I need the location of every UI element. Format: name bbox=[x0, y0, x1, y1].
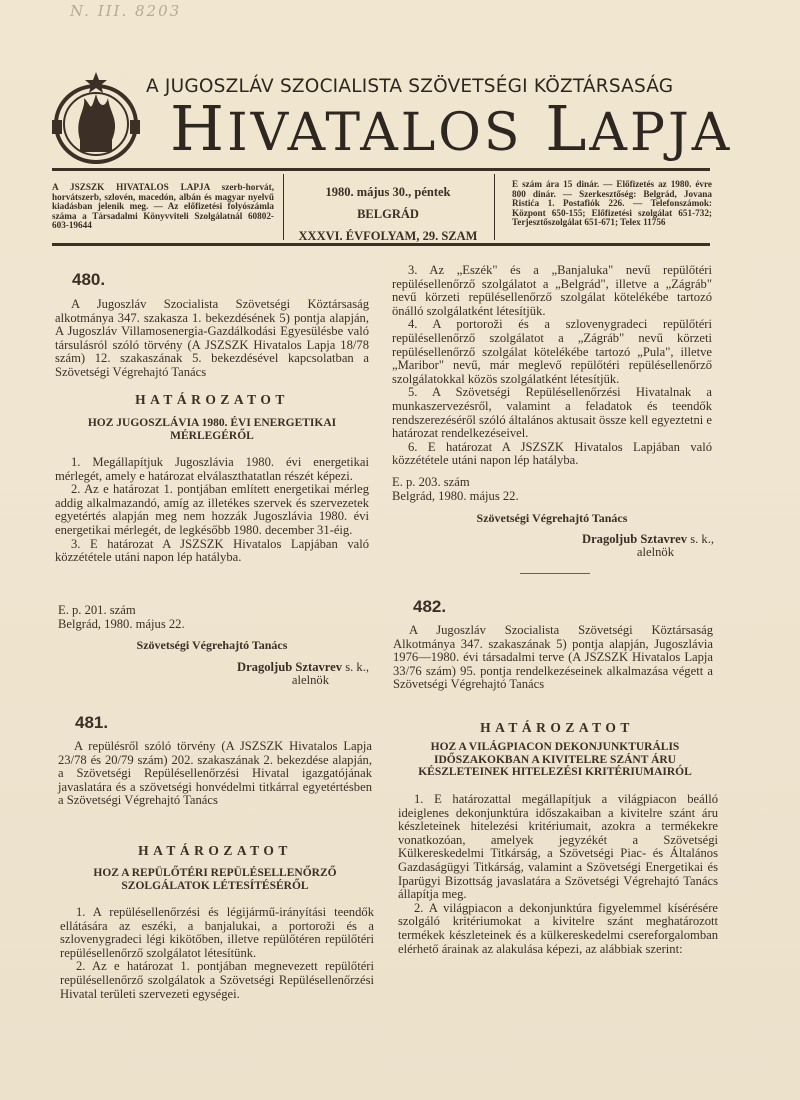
signer-name: Dragoljub Sztavrev bbox=[236, 660, 343, 674]
header-rule bbox=[52, 243, 710, 246]
reference bbox=[58, 604, 185, 631]
issue-info bbox=[284, 181, 492, 247]
handwritten-note: N. III. 8203 bbox=[70, 2, 182, 20]
decision-subject: HOZ A REPÜLŐTÉRI REPÜLÉSELLENŐRZŐ SZOLGÁLATOK LÉTESÍTÉSÉRŐL bbox=[93, 867, 337, 892]
decision-points bbox=[392, 264, 712, 468]
paragraph: 6. E határozat A JSZSZK Hivatalos Lapjában való közzététele utáni napon lép hatályba. bbox=[392, 439, 712, 468]
decision-preamble bbox=[393, 624, 713, 692]
paragraph: A Jugoszláv Szocialista Szövetségi Köztársaság alkotmánya 347. szakasza 1. bekezdésének 5) pontja alapján, A Jugoszláv Villamosenergia-Gazdálkodási Egyesülésbe való társulásról szóló törvény (A JSZSZK Hivatalos Lapja 18/78 szám) 12. szakaszának 5. bekezdésével kapcsolatban a Szövetségi Végrehajtó Tanács bbox=[55, 297, 369, 379]
decision-points bbox=[398, 793, 718, 956]
decision-number: 481. bbox=[75, 713, 109, 732]
decision-heading: HATÁROZATOT bbox=[480, 720, 634, 735]
signer-suffix: s. k., bbox=[345, 660, 369, 674]
gazette-title bbox=[170, 94, 732, 168]
paragraph: 1. E határozattal megállapítjuk a világpiacon beálló ideiglenes dekonjunktúra időszakaiban a kivitelre szánt áru készleteinek hitelezési kritériumait, azokra a termékekre vonatkozóan, amelyek jegyzékét a Szövetségi Külkereskedelmi Titkárság, a Szövetségi Piac- és Általános Gazdaságügyi Titkárság, valamint a Szövetségi Energetikai és Iparügyi Bizottság javaslatára a Szövetségi Végrehajtó Tanács állapítja meg. bbox=[398, 792, 718, 902]
price-info: E szám ára 15 dinár. — Előfizetés az 1980. évre 800 dinár. — Szerkesztőség: Belgrád, Jovana Ristića 1. Postafiók 226. — Telefonszámok: Központ 650-155; Előfizetési szolgálat 651-732; Terjesztőszolgálat 651-671; Telex 11756 bbox=[512, 179, 712, 228]
decision-points bbox=[60, 906, 374, 1001]
decision-subject: HOZ JUGOSZLÁVIA 1980. ÉVI ENERGETIKAI MÉRLEGÉRŐL bbox=[87, 417, 337, 442]
decision-preamble bbox=[55, 298, 369, 380]
council-name: Szövetségi Végrehajtó Tanács bbox=[136, 638, 288, 652]
signer-role: alelnök bbox=[291, 673, 329, 687]
place-date: Belgrád, 1980. május 22. bbox=[58, 616, 185, 631]
title-initial: H bbox=[170, 92, 228, 165]
paragraph: 5. A Szövetségi Repülésellenőrzési Hivatalnak a munkaszervezésről, valamint a feladatok és teendők rendszerezéséről szóló általános aktusait össze kell egyeztetni e határozat rendelkezéseivel. bbox=[392, 385, 712, 441]
paragraph: 3. E határozat A JSZSZK Hivatalos Lapjában való közzététele utáni napon lép hatályba. bbox=[55, 536, 369, 565]
reference-number: E. p. 203. szám bbox=[392, 475, 470, 489]
paragraph: A repülésről szóló törvény (A JSZSZK Hivatalos Lapja 23/78 és 20/79 szám) 202. szakaszának 2. bekezdése alapján, a Szövetségi Repülésellenőrzési Hivatal igazgatójának javaslatára és a szövetségi honvédelmi titkárral egyetértésben a Szövetségi Végrehajtó Tanács bbox=[58, 739, 372, 808]
decision-preamble bbox=[58, 740, 372, 808]
paragraph: 3. Az „Eszék" és a „Banjaluka" nevű repülőtéri repülésellenőrző szolgálatot a „Belgrád", illetve a „Zágráb" nevű körzeti repülésellenőrző szolgálat kötelékébe tartozó önálló szolgálatként létesítjük. bbox=[392, 263, 712, 318]
republic-name: A JUGOSZLÁV SZOCIALISTA SZÖVETSÉGI KÖZTÁRSASÁG bbox=[146, 76, 674, 97]
council-name: Szövetségi Végrehajtó Tanács bbox=[476, 511, 628, 525]
title-word: IVATALOS bbox=[227, 103, 523, 163]
place-date: Belgrád, 1980. május 22. bbox=[392, 488, 519, 503]
paragraph: 2. Az e határozat 1. pontjában megnevezett repülőtéri repülésellenőrző szolgálatok a Szövetségi Repülésellenőrzési Hivatal területi szervezeti egységei. bbox=[60, 959, 374, 1001]
paragraph: 4. A portorоži és a szlovenygradeci repülőtéri repülésellenőrző szolgálatot a „Zágráb" nevű körzeti repülésellenőrző szolgálat kötelékébe tartozó „Pula", illetve „Maribor" nevű, már meglevő repülőtéri repülésellenőrző szolgálatokkal közös szolgálatként létesítjük. bbox=[392, 317, 712, 386]
reference bbox=[392, 476, 519, 503]
state-emblem-icon bbox=[50, 70, 142, 168]
signer-name: Dragoljub Sztavrev bbox=[581, 532, 688, 546]
signer-suffix: s. k., bbox=[690, 532, 714, 546]
paragraph: 2. Az e határozat 1. pontjában említett energetikai mérleg addig alkalmazandó, amíg az illetékes szervek és szervezetek egyetértés alapján meg nem hozzák Jugoszlávia 1980. évi energetikai mérlegét, de legkésőbb 1980. december 31-éig. bbox=[55, 482, 369, 537]
issue-date: 1980. május 30., péntek bbox=[325, 185, 451, 199]
signer-role: alelnök bbox=[636, 545, 674, 559]
decision-heading: HATÁROZATOT bbox=[138, 843, 292, 858]
title-initial: L bbox=[545, 92, 590, 165]
publication-info: A JSZSZK HIVATALOS LAPJA szerb-horvát, horvátszerb, szlovén, macedón, albán és magyar nyelvű kiadásban jelenik meg. — Az előfizetési folyószámla száma a Társadalmi Könyvviteli Szolgálatnál 60802-603-19644 bbox=[52, 182, 274, 231]
decision-points bbox=[55, 456, 369, 565]
reference-number: E. p. 201. szám bbox=[58, 603, 136, 617]
decision-subject: HOZ A VILÁGPIACON DEKONJUNKTURÁLIS IDŐSZAKOKBAN A KIVITELRE SZÁNT ÁRU KÉSZLETEINEK HITELEZÉSI KRITÉRIUMAIRÓL bbox=[418, 741, 692, 778]
paragraph: 1. A repülésellenőrzési és légijármű-irányítási teendők ellátására az eszéki, a banjalukai, a portorоži és a szlovenygradeci légi kikötőben, illetve repülőtéren repülőtéri repülésellenőrző szolgálatot létesítünk. bbox=[60, 905, 374, 960]
decision-number: 480. bbox=[72, 270, 106, 289]
decision-number: 482. bbox=[413, 597, 447, 616]
title-word: APJA bbox=[589, 103, 733, 163]
issue-number: XXXVI. ÉVFOLYAM, 29. SZAM bbox=[298, 229, 478, 243]
paragraph: 2. A világpiacon a dekonjunktúra figyelemmel kísérésére szolgáló kritériumokat a kivitelre szánt meghatározott termékek készleteinek és a külkereskedelmi csereforgalomban elérhető árainak az alakulása képezi, az alábbiak szerint: bbox=[398, 900, 718, 956]
header-rule bbox=[52, 168, 710, 171]
paragraph: 1. Megállapítjuk Jugoszlávia 1980. évi energetikai mérlegét, amely e határozat elválaszthatatlan részét képezi. bbox=[55, 455, 369, 483]
signature bbox=[55, 661, 369, 687]
paragraph: A Jugoszláv Szocialista Szövetségi Köztársaság Alkotmánya 347. szakaszának 5) pontja alapján, Jugoszlávia 1976—1980. évi társadalmi terve (A JSZSZK Hivatalos Lapja 33/76 szám) 95. pontja rendelkezéseinek alkalmazása végett a Szövetségi Végrehajtó Tanács bbox=[393, 623, 713, 692]
divider bbox=[494, 174, 495, 240]
decision-heading: HATÁROZATOT bbox=[135, 392, 289, 407]
issue-city: BELGRÁD bbox=[357, 207, 419, 221]
signature bbox=[400, 533, 714, 559]
section-separator bbox=[520, 573, 590, 574]
